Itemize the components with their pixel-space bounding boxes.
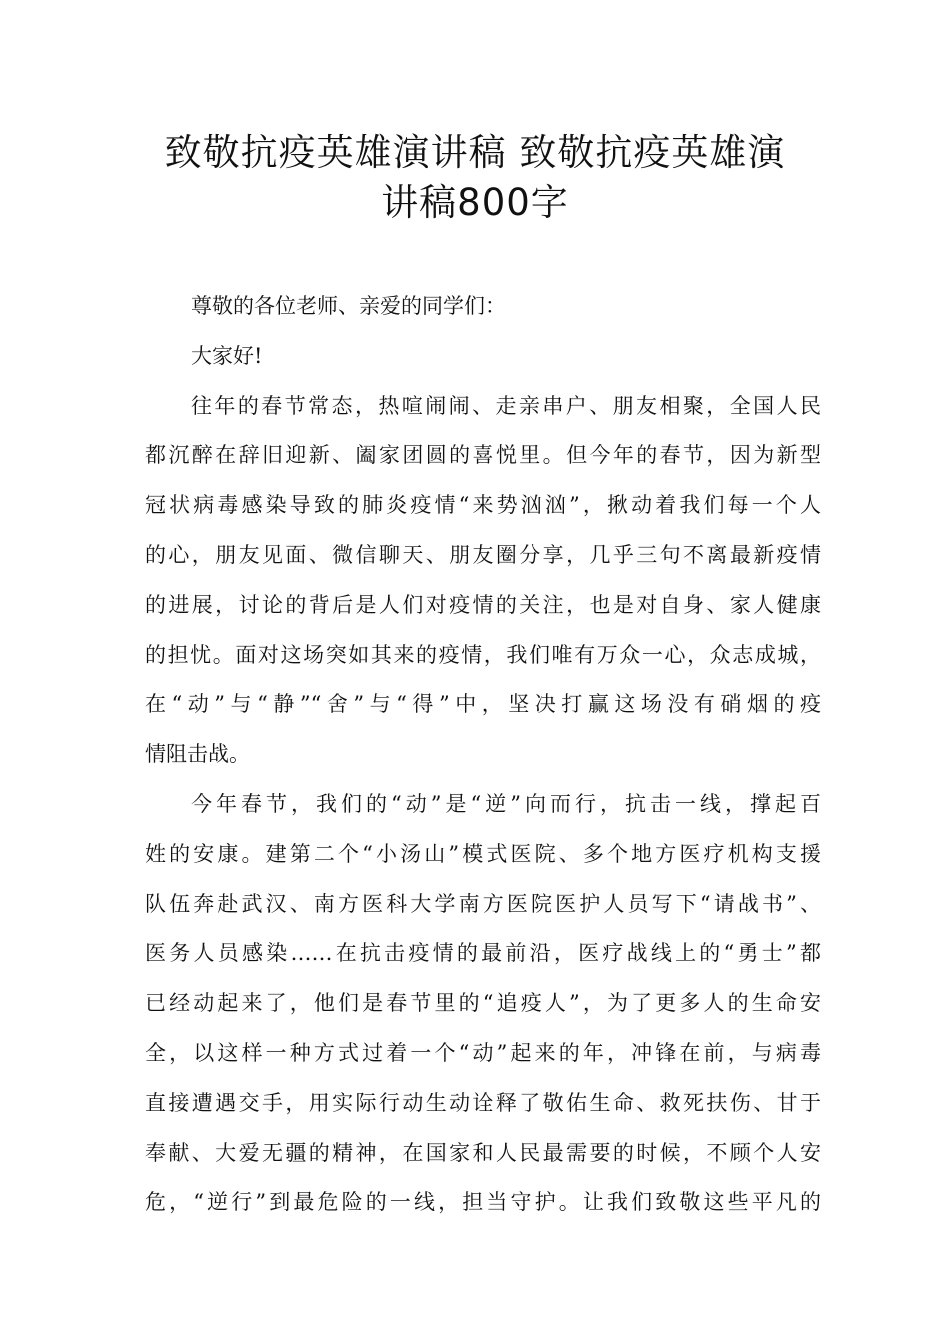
paragraph-2-line: 今年春节，我们的“动”是“逆”向而行，抗击一线，撑起百 (191, 791, 821, 816)
paragraph-1-line: 往年的春节常态，热喧闹闹、走亲串户、朋友相聚，全国人民 (191, 393, 821, 418)
paragraph-1-line: 的进展，讨论的背后是人们对疫情的关注，也是对自身、家人健康 (145, 592, 821, 617)
paragraph-1-line: 的担忧。面对这场突如其来的疫情，我们唯有万众一心，众志成城， (145, 642, 821, 667)
document-title (0, 128, 950, 228)
paragraph-1-line: 在“动”与“静”“舍”与“得”中，坚决打赢这场没有硝烟的疫 (145, 692, 821, 717)
paragraph-2-line: 全，以这样一种方式过着一个“动”起来的年，冲锋在前，与病毒 (145, 1040, 821, 1065)
title-line-1: 致敬抗疫英雄演讲稿 致敬抗疫英雄演 (164, 131, 786, 174)
paragraph-1-line: 都沉醉在辞旧迎新、阖家团圆的喜悦里。但今年的春节，因为新型 (145, 443, 821, 468)
paragraph-1-line: 情阻击战。 (145, 742, 250, 767)
paragraph-1-line: 的心，朋友见面、微信聊天、朋友圈分享，几乎三句不离最新疫情 (145, 542, 821, 567)
salutation: 尊敬的各位老师、亲爱的同学们： (191, 294, 506, 318)
paragraph-1-line: 冠状病毒感染导致的肺炎疫情“来势汹汹”，揪动着我们每一个人 (145, 493, 821, 518)
paragraph-2-line: 医务人员感染……在抗击疫情的最前沿，医疗战线上的“勇士”都 (145, 941, 821, 966)
paragraph-2-line: 已经动起来了，他们是春节里的“追疫人”，为了更多人的生命安 (145, 991, 821, 1016)
paragraph-2-line: 危，“逆行”到最危险的一线，担当守护。让我们致敬这些平凡的 (145, 1190, 821, 1215)
paragraph-2-line: 队伍奔赴武汉、南方医科大学南方医院医护人员写下“请战书”、 (145, 891, 821, 916)
greeting: 大家好! (191, 343, 263, 368)
paragraph-2-line: 姓的安康。建第二个“小汤山”模式医院、多个地方医疗机构支援 (145, 841, 821, 866)
paragraph-2-line: 奉献、大爱无疆的精神，在国家和人民最需要的时候，不顾个人安 (145, 1140, 821, 1165)
document-body (145, 282, 821, 1228)
paragraph-2-line: 直接遭遇交手，用实际行动生动诠释了敬佑生命、救死扶伤、甘于 (145, 1090, 821, 1115)
title-line-2: 讲稿800字 (381, 181, 569, 224)
